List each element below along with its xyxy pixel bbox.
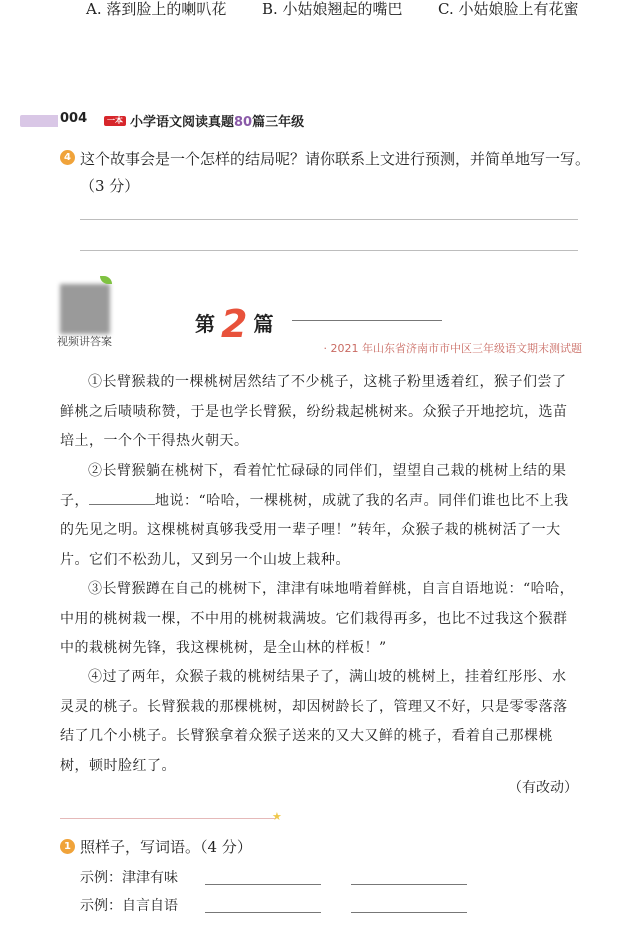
paragraph-2 bbox=[60, 457, 580, 575]
example-2: 示例：自言自语 bbox=[80, 898, 178, 914]
paragraph-2-before: ②长臂猴躺在桃树下，看着忙忙碌碌的同伴们，望望自己栽的桃树上结的果子， bbox=[60, 463, 567, 509]
question-4-text: 这个故事会是一个怎样的结局呢？请你联系上文进行预测，并简单地写一写。（3 分） bbox=[80, 150, 591, 195]
paragraph-1: ①长臂猴栽的一棵桃树居然结了不少桃子，这桃子粉里透着红，猴子们尝了鲜桃之后啧啧称赞，于是也学长臂猴，纷纷栽起桃树来。众猴子开地挖坑，选苗培土，一个个干得热火朝天。 bbox=[60, 374, 568, 449]
example-1: 示例：津津有味 bbox=[80, 870, 178, 886]
book-logo: 一本 bbox=[104, 116, 126, 126]
series-prefix: 小学语文阅读真题 bbox=[130, 115, 235, 130]
header-accent-bar bbox=[20, 115, 58, 127]
paragraph-4: ④过了两年，众猴子栽的桃树结果子了，满山坡的桃树上，挂着红彤彤、水灵灵的桃子。长臂猴栽的那棵桃树，却因树龄长了，管理又不好，只是零零落落结了几个小桃子。长臂猴拿着众猴子送来的又大又鲜的桃子，看着自己那棵桃树，顿时脸红了。 bbox=[60, 669, 568, 774]
leaf-icon bbox=[100, 276, 112, 284]
page-number: 004 bbox=[60, 111, 88, 126]
title-number: 2 bbox=[221, 302, 248, 346]
answer-line[interactable] bbox=[205, 912, 321, 913]
article-source: · 2021 年山东省济南市市中区三年级语文期末测试题 bbox=[323, 342, 582, 355]
star-icon: ★ bbox=[272, 810, 282, 823]
adaptation-note: （有改动） bbox=[508, 780, 578, 796]
paragraph-2-after: 地说：“哈哈，一棵桃树，成就了我的名声。同伴们谁也比不上我的先见之明。这棵桃树真够我受用一辈子哩！”转年，众猴子栽的桃树活了一大片。它们不松劲儿，又到另一个山坡上栽种。 bbox=[60, 492, 569, 568]
title-suffix: 篇 bbox=[253, 312, 274, 336]
answer-line[interactable] bbox=[205, 884, 321, 885]
question-1-text: 照样子，写词语。（4 分） bbox=[80, 838, 252, 856]
option-a: A. 落到脸上的喇叭花 bbox=[86, 0, 227, 18]
section-divider bbox=[60, 818, 275, 819]
title-write-line[interactable] bbox=[292, 320, 442, 321]
title-prefix: 第 bbox=[195, 312, 215, 336]
question-number-badge: 1 bbox=[60, 839, 75, 854]
series-count: 80 bbox=[234, 115, 253, 130]
series-suffix: 篇三年级 bbox=[252, 115, 305, 130]
option-b: B. 小姑娘翘起的嘴巴 bbox=[262, 0, 403, 18]
answer-line[interactable] bbox=[351, 884, 467, 885]
option-c: C. 小姑娘脸上有花蜜 bbox=[438, 0, 579, 18]
answer-line[interactable] bbox=[80, 219, 578, 220]
qr-code-image[interactable] bbox=[60, 284, 110, 334]
fill-blank[interactable] bbox=[89, 490, 155, 505]
question-number-badge: 4 bbox=[60, 150, 75, 165]
qr-caption: 视频讲答案 bbox=[57, 335, 112, 348]
answer-line[interactable] bbox=[351, 912, 467, 913]
article-title bbox=[195, 296, 274, 346]
book-series-title bbox=[130, 111, 304, 130]
paragraph-3: ③长臂猴蹲在自己的桃树下，津津有味地啃着鲜桃，自言自语地说：“哈哈，中用的桃树栽一棵，不中用的桃树栽满坡。它们栽得再多，也比不过我这个猴群中的栽桃树先锋，我这棵桃树，是全山林的样板！” bbox=[60, 581, 575, 656]
answer-line[interactable] bbox=[80, 250, 578, 251]
